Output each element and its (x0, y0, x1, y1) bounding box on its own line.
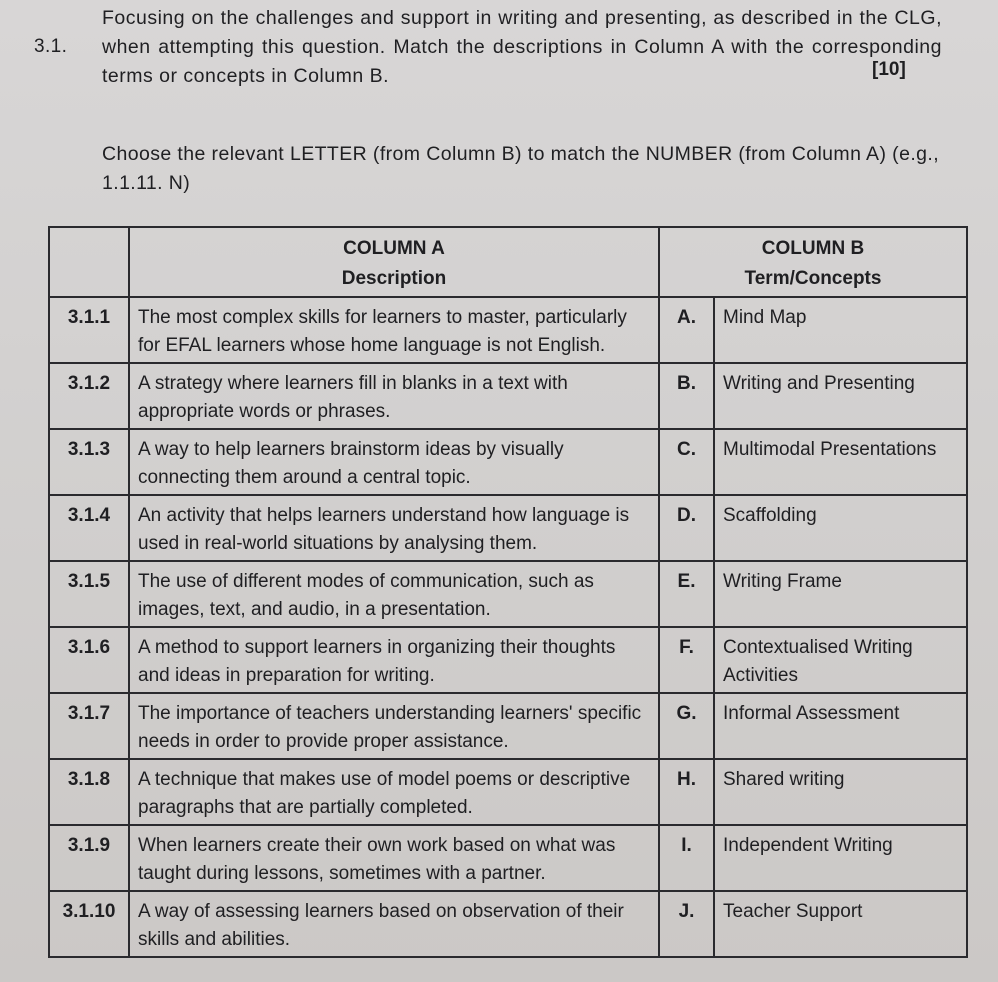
table-row (49, 825, 967, 891)
row-letter: H. (659, 759, 714, 825)
row-term: Writing and Presenting (714, 363, 967, 429)
question-text: Focusing on the challenges and support in writing and presenting, as described in the CLG, when attempting this question. Match the descriptions in Column A with the corresponding terms or concepts in Column B. (102, 7, 942, 87)
row-description: A way of assessing learners based on observation of their skills and abilities. (129, 891, 659, 957)
row-description: The use of different modes of communication, such as images, text, and audio, in a presentation. (129, 561, 659, 627)
row-number: 3.1.2 (49, 363, 129, 429)
row-number: 3.1.6 (49, 627, 129, 693)
table-row (49, 429, 967, 495)
row-letter: B. (659, 363, 714, 429)
row-description: A way to help learners brainstorm ideas by visually connecting them around a central topic. (129, 429, 659, 495)
row-number: 3.1.8 (49, 759, 129, 825)
table-row (49, 759, 967, 825)
row-number: 3.1.10 (49, 891, 129, 957)
header-blank (49, 227, 129, 297)
column-b-subtitle: Term/Concepts (744, 268, 882, 289)
row-term: Multimodal Presentations (714, 429, 967, 495)
row-description: A technique that makes use of model poems or descriptive paragraphs that are partially completed. (129, 759, 659, 825)
table-header-row (49, 227, 967, 297)
row-term: Mind Map (714, 297, 967, 363)
row-letter: G. (659, 693, 714, 759)
column-a-title: COLUMN A (343, 238, 445, 259)
row-term: Informal Assessment (714, 693, 967, 759)
row-term: Scaffolding (714, 495, 967, 561)
row-letter: E. (659, 561, 714, 627)
question-marks: [10] (872, 59, 906, 80)
row-description: A strategy where learners fill in blanks in a text with appropriate words or phrases. (129, 363, 659, 429)
table-row (49, 297, 967, 363)
row-letter: J. (659, 891, 714, 957)
row-description: When learners create their own work based on what was taught during lessons, sometimes with a partner. (129, 825, 659, 891)
row-letter: C. (659, 429, 714, 495)
row-description: An activity that helps learners understand how language is used in real-world situations by analysing them. (129, 495, 659, 561)
row-number: 3.1.1 (49, 297, 129, 363)
row-number: 3.1.3 (49, 429, 129, 495)
table-row (49, 495, 967, 561)
table-row (49, 627, 967, 693)
row-letter: F. (659, 627, 714, 693)
question-instruction: Choose the relevant LETTER (from Column B) to match the NUMBER (from Column A) (e.g., 1.1.11. N) (102, 143, 940, 194)
column-a-subtitle: Description (341, 268, 447, 289)
row-letter: D. (659, 495, 714, 561)
column-a-header (129, 227, 659, 297)
row-number: 3.1.5 (49, 561, 129, 627)
column-b-header (659, 227, 967, 297)
row-description: The most complex skills for learners to master, particularly for EFAL learners whose home language is not English. (129, 297, 659, 363)
table-row (49, 363, 967, 429)
table-row (49, 561, 967, 627)
row-number: 3.1.9 (49, 825, 129, 891)
row-description: A method to support learners in organizing their thoughts and ideas in preparation for writing. (129, 627, 659, 693)
row-term: Writing Frame (714, 561, 967, 627)
row-term: Teacher Support (714, 891, 967, 957)
row-letter: I. (659, 825, 714, 891)
row-term: Shared writing (714, 759, 967, 825)
row-number: 3.1.7 (49, 693, 129, 759)
question-number: 3.1. (34, 36, 68, 57)
table-row (49, 891, 967, 957)
row-term: Independent Writing (714, 825, 967, 891)
row-letter: A. (659, 297, 714, 363)
matching-table (48, 226, 968, 958)
column-b-title: COLUMN B (761, 238, 865, 259)
table-row (49, 693, 967, 759)
row-number: 3.1.4 (49, 495, 129, 561)
row-description: The importance of teachers understanding learners' specific needs in order to provide proper assistance. (129, 693, 659, 759)
row-term: Contextualised Writing Activities (714, 627, 967, 693)
